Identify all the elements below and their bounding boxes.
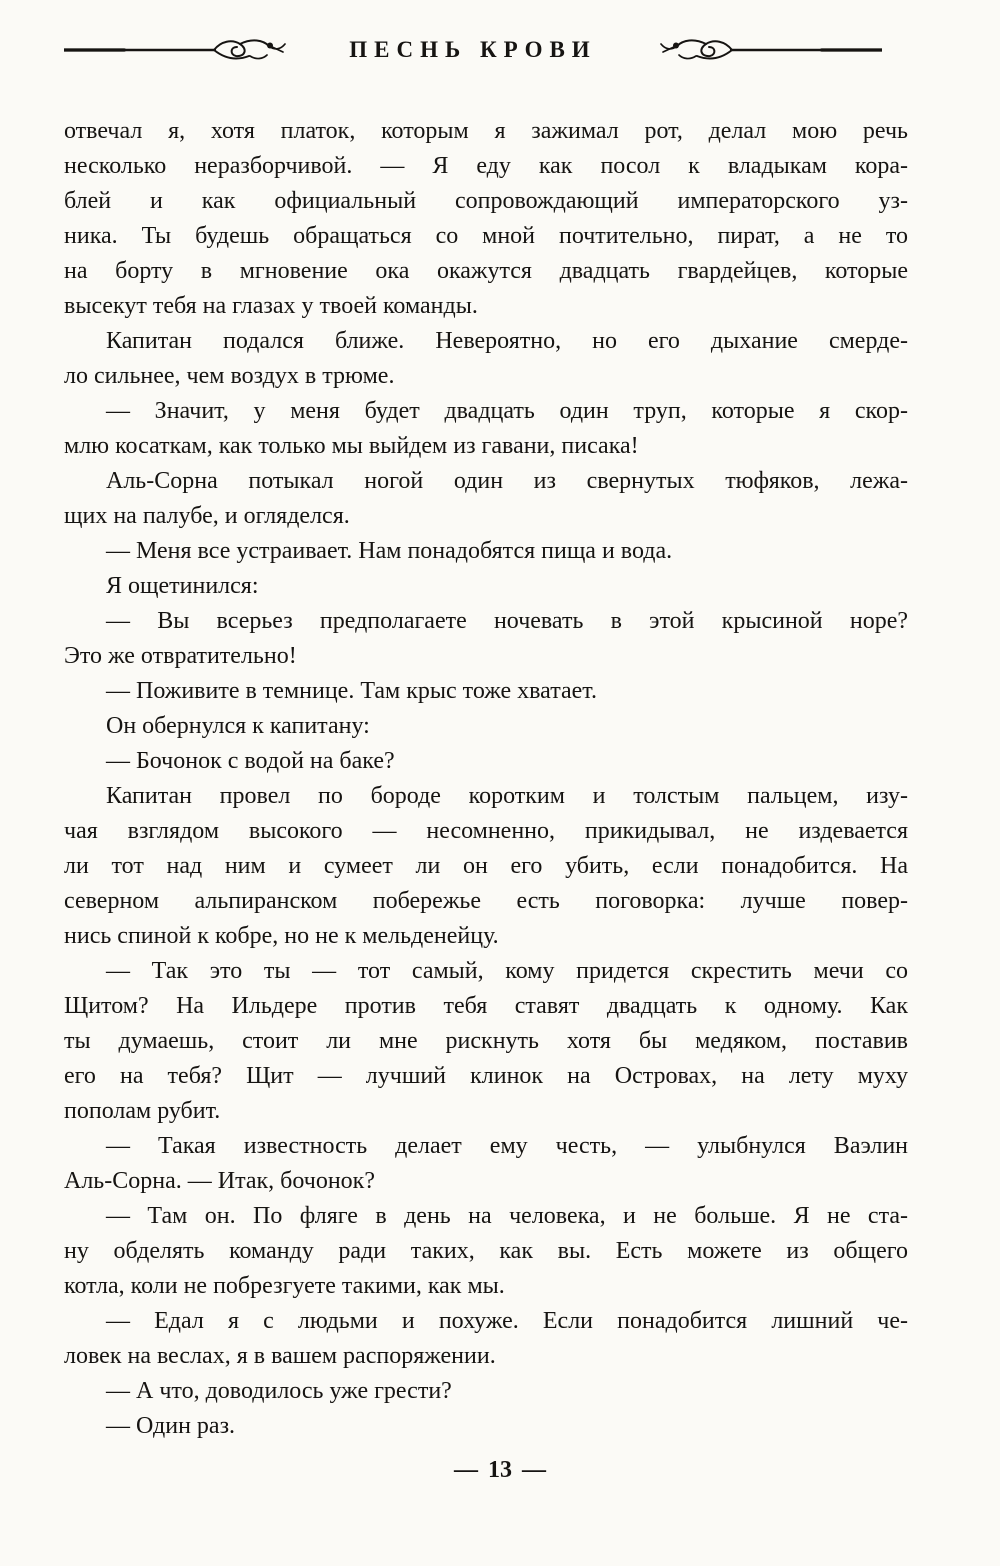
text-line: его на тебя? Щит — лучший клинок на Островах, на лету муху: [64, 1063, 908, 1089]
text-line: отвечал я, хотя платок, которым я зажимал рот, делал мою речь: [64, 118, 908, 144]
page-footer: [0, 1457, 1000, 1484]
text-line: Аль-Сорна потыкал ногой один из свернутых тюфяков, лежа-: [106, 468, 908, 494]
text-line: северном альпиранском побережье есть поговорка: лучше повер-: [64, 888, 908, 914]
text-line: Аль-Сорна. — Итак, бочонок?: [64, 1168, 375, 1194]
text-line: — А что, доводилось уже грести?: [106, 1378, 452, 1404]
text-line: Щитом? На Ильдере против тебя ставят двадцать к одному. Как: [64, 993, 908, 1019]
text-line: — Так это ты — тот самый, кому придется скрестить мечи со: [106, 958, 908, 984]
text-line: ты думаешь, стоит ли мне рискнуть хотя бы медяком, поставив: [64, 1028, 908, 1054]
paragraph: [64, 1199, 908, 1304]
text-line: блей и как официальный сопровождающий императорского уз-: [64, 188, 908, 214]
text-line: котла, коли не побрезгуете такими, как мы.: [64, 1273, 505, 1299]
text-line: щих на палубе, и огляделся.: [64, 503, 350, 529]
paragraph: [64, 1129, 908, 1199]
text-line: несколько неразборчивой. — Я еду как посол к владыкам кора-: [64, 153, 908, 179]
text-line: — Такая известность делает ему честь, — улыбнулся Ваэлин: [106, 1133, 908, 1159]
text-line: Капитан провел по бороде коротким и толстым пальцем, изу-: [106, 783, 908, 809]
paragraph: [64, 604, 908, 674]
page-header: [0, 0, 1000, 64]
text-line: ло сильнее, чем воздух в трюме.: [64, 363, 395, 389]
paragraph: [64, 534, 908, 569]
text-line: нись спиной к кобре, но не к мельденейцу.: [64, 923, 499, 949]
text-line: Он обернулся к капитану:: [106, 713, 370, 739]
text-line: Капитан подался ближе. Невероятно, но его дыхание смерде-: [106, 328, 908, 354]
text-line: ника. Ты будешь обращаться со мной почтительно, пират, а не то: [64, 223, 908, 249]
text-line: на борту в мгновение ока окажутся двадцать гвардейцев, которые: [64, 258, 908, 284]
text-line: Я ощетинился:: [106, 573, 259, 599]
dragon-flourish-icon: [660, 36, 882, 64]
paragraph: [64, 569, 908, 604]
paragraph: [64, 779, 908, 954]
text-block: [64, 114, 908, 1444]
text-line: Это же отвратительно!: [64, 643, 297, 669]
text-line: пополам рубит.: [64, 1098, 221, 1124]
text-line: ну обделять команду ради таких, как вы. Есть можете из общего: [64, 1238, 908, 1264]
text-line: — Там он. По фляге в день на человека, и не больше. Я не ста-: [106, 1203, 908, 1229]
paragraph: [64, 464, 908, 534]
text-line: ли тот над ним и сумеет ли он его убить, если понадобится. На: [64, 853, 908, 879]
paragraph: [64, 394, 908, 464]
paragraph: [64, 709, 908, 744]
running-title: ПЕСНЬ КРОВИ: [349, 37, 597, 62]
paragraph: [64, 744, 908, 779]
text-line: млю косаткам, как только мы выйдем из гавани, писака!: [64, 433, 639, 459]
text-line: — Один раз.: [106, 1413, 236, 1439]
paragraph: [64, 1304, 908, 1374]
footer-left-dash: —: [454, 1457, 478, 1483]
text-line: — Едал я с людьми и похуже. Если понадобится лишний че-: [106, 1308, 908, 1334]
dragon-flourish-icon: [64, 36, 286, 64]
page-number: 13: [488, 1457, 512, 1483]
text-line: чая взглядом высокого — несомненно, прикидывал, не издевается: [64, 818, 908, 844]
footer-right-dash: —: [522, 1457, 546, 1483]
paragraph: [64, 324, 908, 394]
text-line: — Значит, у меня будет двадцать один труп, которые я скор-: [106, 398, 908, 424]
text-line: ловек на веслах, я в вашем распоряжении.: [64, 1343, 496, 1369]
text-line: высекут тебя на глазах у твоей команды.: [64, 293, 478, 319]
paragraph: [64, 674, 908, 709]
text-line: — Бочонок с водой на баке?: [106, 748, 395, 774]
text-line: — Вы всерьез предполагаете ночевать в этой крысиной норе?: [106, 608, 908, 634]
paragraph: [64, 954, 908, 1129]
paragraph: [64, 1374, 908, 1409]
paragraph: [64, 114, 908, 324]
paragraph: [64, 1409, 908, 1444]
text-line: — Меня все устраивает. Нам понадобятся пища и вода.: [106, 538, 673, 564]
text-line: — Поживите в темнице. Там крыс тоже хватает.: [106, 678, 597, 704]
